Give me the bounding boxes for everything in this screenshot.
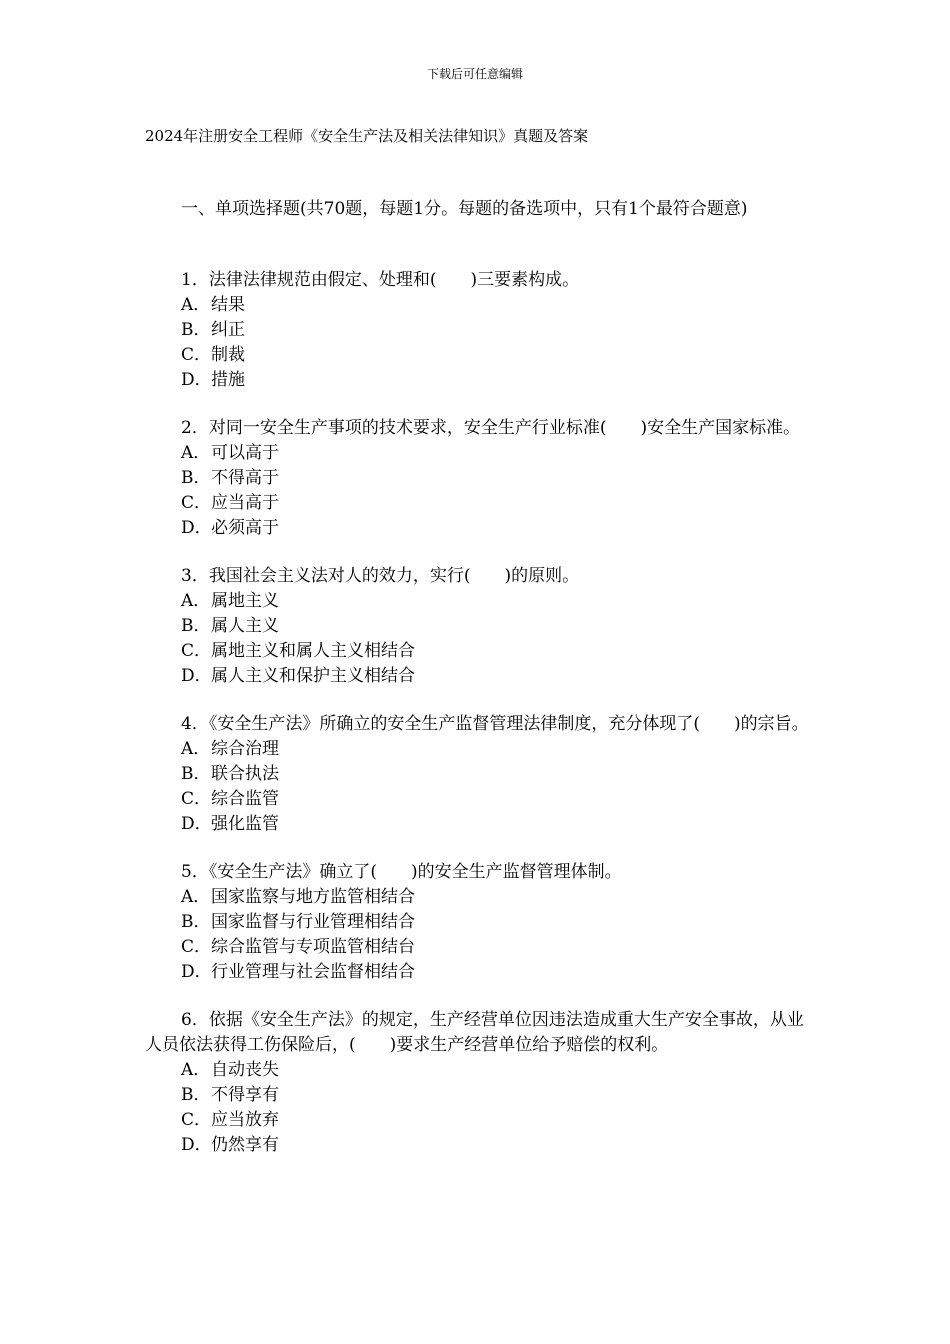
option-a — [145, 1058, 810, 1083]
option-d — [145, 812, 810, 837]
option-letter: B． — [181, 616, 211, 636]
option-letter: B． — [181, 1085, 211, 1105]
option-letter: D． — [181, 666, 212, 686]
option-text: 联合执法 — [211, 764, 279, 784]
option-letter: A． — [181, 295, 211, 315]
option-text: 属人主义 — [211, 616, 279, 636]
option-letter: C． — [181, 641, 212, 661]
question-4 — [145, 712, 810, 837]
option-letter: D． — [181, 814, 212, 834]
option-text: 措施 — [211, 370, 245, 390]
option-letter: C． — [181, 493, 212, 513]
option-letter: B． — [181, 912, 211, 932]
option-text: 行业管理与社会监督相结合 — [211, 962, 415, 982]
option-letter: C． — [181, 789, 212, 809]
option-letter: B． — [181, 320, 211, 340]
option-text: 不得高于 — [211, 468, 279, 488]
option-a — [145, 737, 810, 762]
option-text: 制裁 — [211, 345, 245, 365]
option-d — [145, 368, 810, 393]
option-c — [145, 935, 810, 960]
question-stem: 2．对同一安全生产事项的技术要求，安全生产行业标准( )安全生产国家标准。 — [181, 418, 801, 438]
option-letter: C． — [181, 1110, 212, 1130]
option-text: 综合监管 — [211, 789, 279, 809]
question-5 — [145, 860, 810, 985]
question-1 — [145, 268, 810, 393]
option-list — [145, 441, 810, 541]
option-b — [145, 1083, 810, 1108]
question-stem: 1．法律法律规范由假定、处理和( )三要素构成。 — [181, 270, 580, 290]
question-stem: 4．《安全生产法》所确立的安全生产监督管理法律制度，充分体现了( )的宗旨。 — [181, 714, 809, 734]
option-a — [145, 589, 810, 614]
option-list — [145, 885, 810, 985]
page-header-note: 下载后可任意编辑 — [426, 67, 523, 81]
option-letter: D． — [181, 962, 212, 982]
option-text: 应当放弃 — [211, 1110, 279, 1130]
option-d — [145, 1133, 810, 1158]
option-text: 属地主义 — [211, 591, 279, 611]
option-c — [145, 639, 810, 664]
option-letter: B． — [181, 468, 211, 488]
option-list — [145, 1058, 810, 1158]
option-d — [145, 516, 810, 541]
option-a — [145, 293, 810, 318]
option-text: 国家监察与地方监管相结合 — [211, 887, 415, 907]
option-a — [145, 885, 810, 910]
option-text: 自动丧失 — [211, 1060, 279, 1080]
option-text: 必须高于 — [211, 518, 279, 538]
option-letter: A． — [181, 887, 211, 907]
option-text: 属地主义和属人主义相结合 — [211, 641, 415, 661]
option-text: 国家监督与行业管理相结合 — [211, 912, 415, 932]
option-letter: A． — [181, 1060, 211, 1080]
option-text: 纠正 — [211, 320, 245, 340]
option-b — [145, 614, 810, 639]
option-letter: D． — [181, 1135, 212, 1155]
option-letter: C． — [181, 937, 212, 957]
document-title: 2024年注册安全工程师《安全生产法及相关法律知识》真题及答案 — [145, 127, 589, 145]
option-a — [145, 441, 810, 466]
option-text: 仍然享有 — [211, 1135, 279, 1155]
option-b — [145, 466, 810, 491]
option-d — [145, 960, 810, 985]
option-c — [145, 787, 810, 812]
option-b — [145, 762, 810, 787]
option-letter: A． — [181, 739, 211, 759]
question-6 — [145, 1008, 810, 1158]
question-2 — [145, 416, 810, 541]
option-text: 属人主义和保护主义相结合 — [211, 666, 415, 686]
option-text: 可以高于 — [211, 443, 279, 463]
question-stem: 5．《安全生产法》确立了( )的安全生产监督管理体制。 — [181, 862, 622, 882]
option-letter: A． — [181, 591, 211, 611]
option-text: 不得享有 — [211, 1085, 279, 1105]
question-3 — [145, 564, 810, 689]
section-heading: 一、单项选择题(共70题，每题1分。每题的备选项中，只有1个最符合题意) — [181, 199, 748, 219]
option-letter: C． — [181, 345, 212, 365]
option-text: 应当高于 — [211, 493, 279, 513]
option-list — [145, 737, 810, 837]
question-list — [145, 268, 810, 1181]
option-text: 强化监管 — [211, 814, 279, 834]
option-list — [145, 589, 810, 689]
option-b — [145, 318, 810, 343]
option-letter: A． — [181, 443, 211, 463]
option-d — [145, 664, 810, 689]
question-stem: 6．依据《安全生产法》的规定，生产经营单位因违法造成重大生产安全事故，从业人员依法获得工伤保险后，( )要求生产经营单位给予赔偿的权利。 — [145, 1010, 804, 1055]
option-text: 综合监管与专项监管相结台 — [211, 937, 415, 957]
option-c — [145, 1108, 810, 1133]
option-letter: D． — [181, 518, 212, 538]
question-stem: 3．我国社会主义法对人的效力，实行( )的原则。 — [181, 566, 580, 586]
option-c — [145, 491, 810, 516]
option-text: 综合治理 — [211, 739, 279, 759]
option-letter: B． — [181, 764, 211, 784]
option-letter: D． — [181, 370, 212, 390]
option-list — [145, 293, 810, 393]
option-b — [145, 910, 810, 935]
option-c — [145, 343, 810, 368]
option-text: 结果 — [211, 295, 245, 315]
